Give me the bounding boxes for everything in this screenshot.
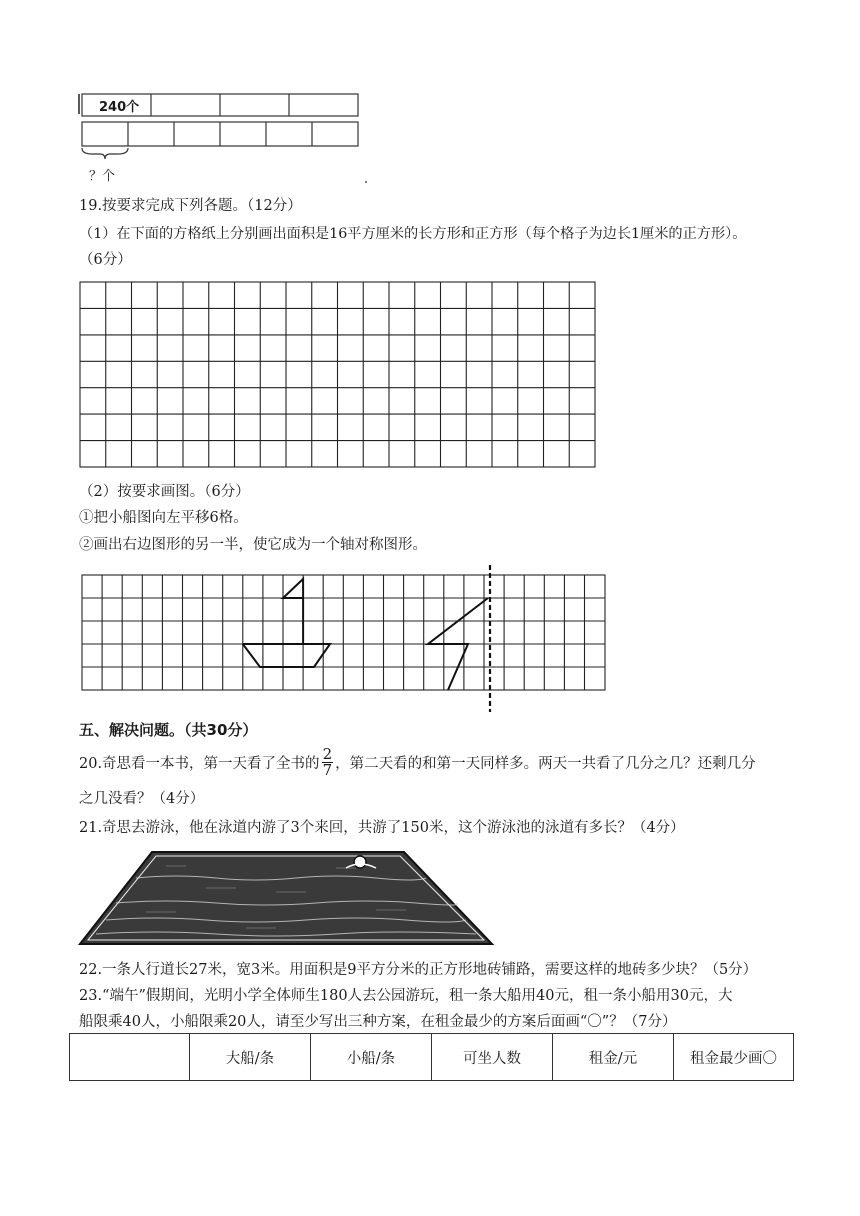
q23-line1: 23.“端午”假期间，光明小学全体师生180人去公园游玩，租一条大船用40元，租一条小船用30元，大	[79, 988, 733, 1004]
q19-title: 19.按要求完成下列各题。（12分）	[79, 198, 302, 214]
boat-figure	[243, 579, 330, 667]
q20-fraction	[322, 744, 334, 779]
q22-text: 22.一条人行道长27米，宽3米。用面积是9平方分米的正方形地砖铺路，需要这样的地砖多少块？（5分）	[79, 962, 758, 978]
q20-fraction-numerator: 2	[322, 744, 333, 763]
q23-line2: 船限乘40人，小船限乘20人，请至少写出三种方案，在租金最少的方案后面画“〇”？（7分）	[79, 1014, 677, 1030]
swimming-pool-illustration	[76, 848, 496, 948]
table-header-cell: 租金/元	[553, 1034, 674, 1081]
table-header-cell: 大船/条	[190, 1034, 311, 1081]
q20-text-before: 20.奇思看一本书，第一天看了全书的	[79, 755, 320, 772]
bar-brace-label: ？个	[89, 169, 116, 184]
table-header-cell: 租金最少画〇	[674, 1034, 794, 1081]
table-header-cell: 小船/条	[311, 1034, 432, 1081]
q19-sub2-text: ②画出右边图形的另一半，使它成为一个轴对称图形。	[79, 537, 427, 553]
q19-part1-score: （6分）	[79, 252, 132, 268]
q20-text-after: ，第二天看的和第一天同样多。两天一共看了几分之几？还剩几分	[335, 755, 756, 772]
table-header-cell: 可坐人数	[432, 1034, 553, 1081]
bar-first-cell-label: 240个	[99, 100, 140, 115]
section-5-heading: 五、解决问题。（共30分）	[79, 721, 258, 739]
q19-part2-text: （2）按要求画图。（6分）	[79, 484, 250, 500]
q23-answer-table	[69, 1033, 794, 1081]
q21-text: 21.奇思去游泳，他在泳道内游了3个来回，共游了150米，这个游泳池的泳道有多长？（4分）	[79, 820, 685, 836]
q19-part1-text: （1）在下面的方格纸上分别画出面积是16平方厘米的长方形和正方形（每个格子为边长1厘米的正方形）。	[79, 226, 747, 242]
table-header-cell	[70, 1034, 190, 1081]
grid-paper-1[interactable]	[78, 280, 598, 470]
q20-fraction-denominator: 7	[322, 760, 333, 779]
grid-paper-2[interactable]	[78, 565, 613, 715]
q20-line2: 之几没看？（4分）	[79, 791, 205, 807]
table-header-row	[70, 1034, 794, 1081]
q19-sub1-text: ①把小船图向左平移6格。	[79, 510, 248, 526]
q20-line1	[79, 742, 756, 782]
